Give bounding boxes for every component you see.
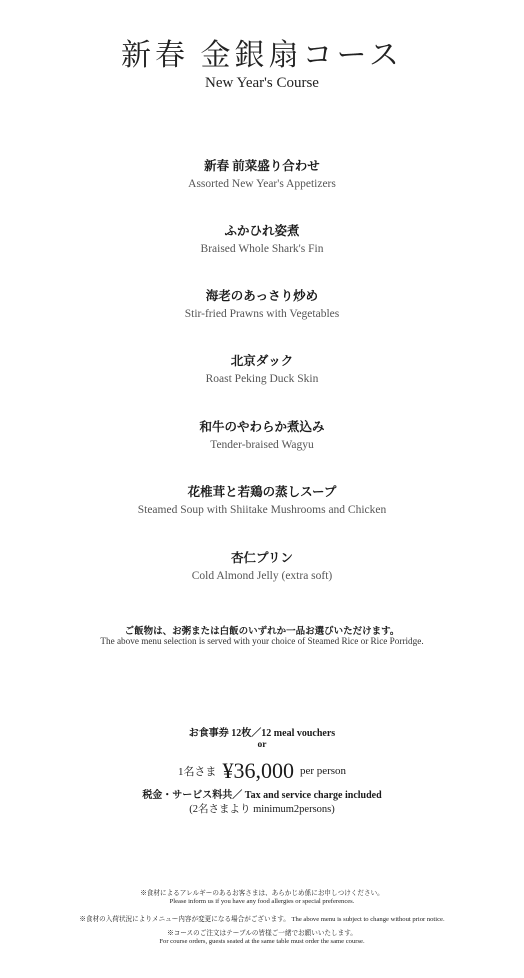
minimum-persons-note: (2名さまより minimum2persons) [189, 804, 335, 815]
course-item [0, 550, 524, 584]
course-item-en: Tender-braised Wagyu [210, 439, 314, 451]
per-person-label-jp: 1名さま [177, 766, 217, 778]
course-item [0, 158, 524, 192]
table-order-note-en: For course orders, guests seated at the same table must order the same course. [159, 938, 365, 945]
course-item-en: Braised Whole Shark's Fin [200, 243, 324, 255]
or-text: or [257, 740, 267, 750]
menu-change-note: ※食材の入荷状況によりメニュー内容が変更になる場合がございます。 The above menu is subject to change without prior notice. [79, 916, 445, 923]
course-item-jp: 杏仁プリン [230, 551, 293, 565]
course-title-jp: 新春 金銀扇コース [121, 39, 403, 72]
course-item-jp: 海老のあっさり炒め [205, 289, 319, 303]
allergy-note-jp: ※食材によるアレルギーのあるお客さまは、あらかじめ係にお申しつけください。 [140, 890, 384, 897]
per-person-label-en: per person [299, 765, 347, 777]
course-item-en: Cold Almond Jelly (extra soft) [191, 570, 333, 582]
course-item-en: Stir-fried Prawns with Vegetables [184, 308, 340, 320]
course-item [0, 223, 524, 257]
allergy-note-en: Please inform us if you have any food allergies or special preferences. [169, 898, 355, 905]
course-item-jp: 北京ダック [230, 354, 294, 368]
course-item-jp: 花椎茸と若鶏の蒸しスープ [187, 485, 337, 499]
price-row [0, 758, 524, 784]
meal-voucher-text: お食事券 12枚／12 meal vouchers [188, 728, 336, 739]
rice-note-en: The above menu selection is served with your choice of Steamed Rice or Rice Porridge. [100, 636, 424, 646]
course-item-en: Roast Peking Duck Skin [205, 373, 319, 385]
course-item [0, 353, 524, 387]
tax-note: 税金・サービス料共／ Tax and service charge included [142, 790, 382, 801]
table-order-note-jp: ※コースのご注文はテーブルの皆様ご一緒でお願いいたします。 [167, 930, 357, 937]
course-item [0, 419, 524, 453]
course-item [0, 288, 524, 322]
course-item [0, 484, 524, 518]
course-item-en: Steamed Soup with Shiitake Mushrooms and Chicken [137, 504, 387, 516]
course-item-jp: 和牛のやわらか煮込み [199, 420, 325, 434]
course-item-jp: 新春 前菜盛り合わせ [204, 159, 320, 173]
course-title-en: New Year's Course [205, 75, 319, 91]
course-item-en: Assorted New Year's Appetizers [188, 178, 336, 190]
course-price: ¥36,000 [222, 758, 294, 783]
course-item-jp: ふかひれ姿煮 [224, 224, 300, 238]
rice-note-jp: ご飯物は、お粥または白飯のいずれか一品お選びいただけます。 [124, 627, 400, 637]
